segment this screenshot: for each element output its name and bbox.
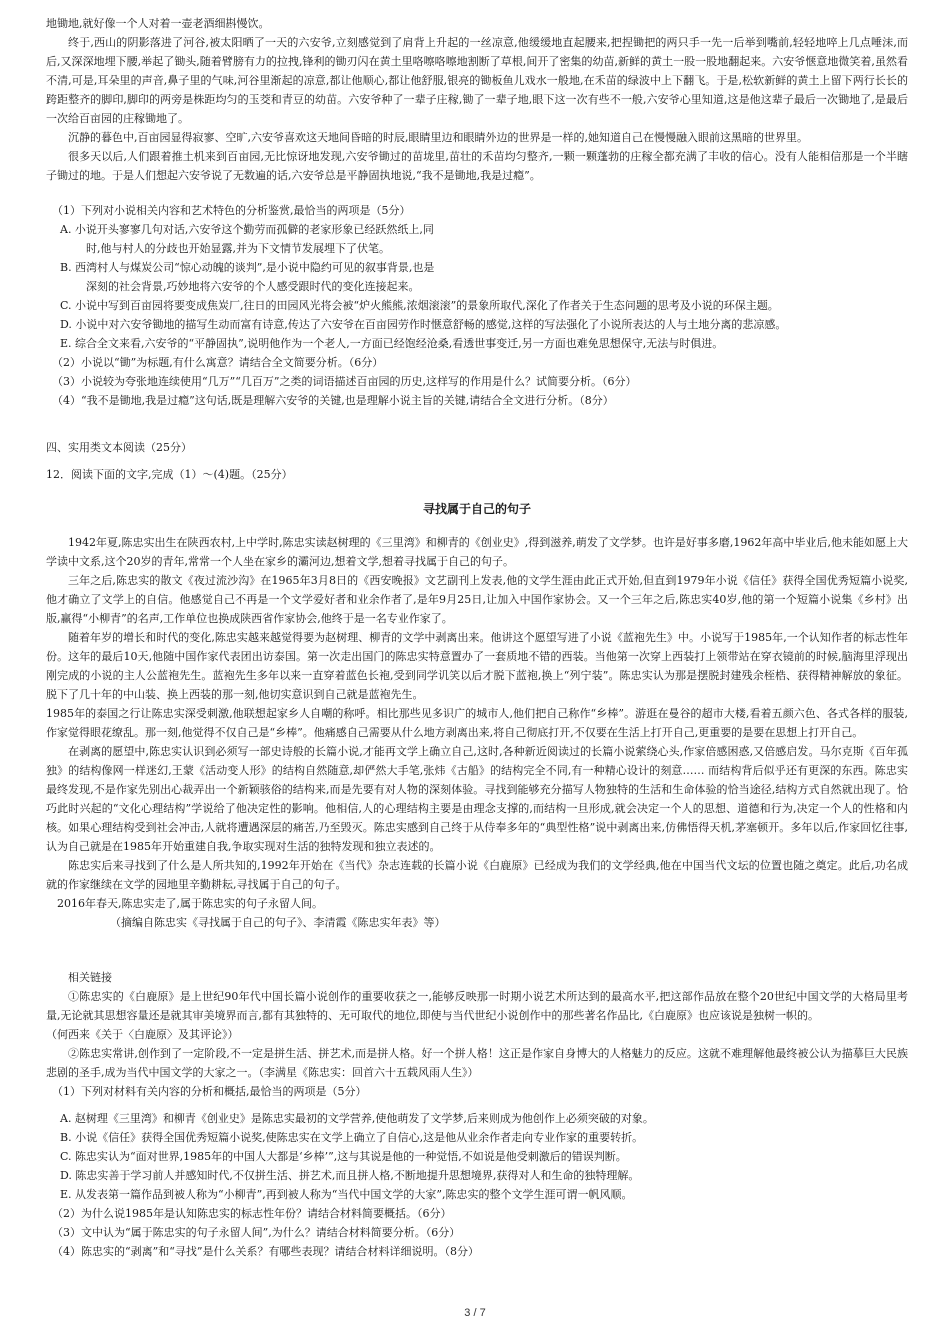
question-12-1: （1）下列对材料有关内容的分析和概括,最恰当的两项是（5分）: [52, 1085, 367, 1098]
option-e: E. 从发表第一篇作品到被人称为“小柳青”,再到被人称为“当代中国文学的大家”,陈忠实的整个文学生涯可谓一帆风顺。: [60, 1188, 633, 1201]
option-a: A. 小说开头寥寥几句对话,六安爷这个勤劳而孤僻的老家形象已经跃然纸上,同: [60, 223, 434, 236]
related-link-1: ①陈忠实的《白鹿原》是上世纪90年代中国长篇小说创作的重要收获之一,能够反映那一时期小说艺术所达到的最高水平,把这部作品放在整个20世纪中国文学的大格局里考量,无论就其思想容量还是就其审美境界而言,都有其独特的、无可取代的地位,即使与当代世纪小说创作中的那些著名作品比,《白鹿原》也应该说是独树一帜的。: [46, 990, 908, 1022]
related-links-heading: 相关链接: [68, 971, 112, 984]
option-c: C. 小说中写到百亩园将要变成焦炭厂,往日的田园风光将会被“炉火熊熊,浓烟滚滚”的景象所取代,深化了作者关于生态问题的思考及小说的环保主题。: [60, 299, 779, 312]
question-12-4: （4）陈忠实的“剥离”和“寻找”是什么关系？有哪些表现？请结合材料详细说明。（8分）: [52, 1245, 479, 1258]
story-paragraph: 地锄地,就好像一个人对着一壶老酒细斟慢饮。: [46, 17, 270, 30]
question-11-2: （2）小说以“锄”为标题,有什么寓意？请结合全文简要分析。（6分）: [52, 356, 384, 369]
article-paragraph: 三年之后,陈忠实的散文《夜过流沙沟》在1965年3月8日的《西安晚报》文艺副刊上发表,他的文学生涯由此正式开始,但直到1979年小说《信任》获得全国优秀短篇小说奖,他才确立了文学上的自信。他感觉自己不再是一个文学爱好者和业余作者了,是年9月25日,让加入中国作家协会。又一个三年之后,陈忠实40岁,他的第一个短篇小说集《乡村》出版,赢得“小柳青”的名声,工作单位也换成陕西省作家协会,他终于是一名专业作家了。: [46, 574, 908, 625]
article-paragraph: 陈忠实后来寻找到了什么是人所共知的,1992年开始在《当代》杂志连载的长篇小说《白鹿原》已经成为我们的文学经典,他在中国当代文坛的位置也随之奠定。此后,功名成就的作家继续在文学的园地里辛勤耕耘,寻找属于自己的句子。: [46, 859, 908, 891]
section-heading: 四、实用类文本阅读（25分）: [46, 441, 192, 454]
option-e: E. 综合全文来看,六安爷的“平静固执”,说明他作为一个老人,一方面已经饱经沧桑,看透世事变迁,另一方面也难免思想保守,无法与时俱进。: [60, 337, 724, 350]
option-b: B. 西湾村人与煤炭公司“惊心动魄的谈判”,是小说中隐约可见的叙事背景,也是: [60, 261, 435, 274]
option-d: D. 小说中对六安爷锄地的描写生动而富有诗意,传达了六安爷在百亩园劳作时惬意舒畅的感觉,这样的写法强化了小说所表达的人与土地分离的悲凉感。: [60, 318, 787, 331]
question-12-3: （3）文中认为“属于陈忠实的句子永留人间”,为什么？请结合材料简要分析。（6分）: [52, 1226, 461, 1239]
article-paragraph: 1942年夏,陈忠实出生在陕西农村,上中学时,陈忠实读赵树理的《三里湾》和柳青的《创业史》,得到滋养,萌发了文学梦。也许是好事多磨,1962年高中毕业后,他未能如愿上大学读中文系,这个20岁的青年,常常一个人坐在家乡的灞河边,想着文学,想着寻找属于自己的句子。: [46, 536, 908, 568]
article-paragraph: 随着年岁的增长和时代的变化,陈忠实越来越觉得要为赵树理、柳青的文学中剥离出来。他讲这个愿望写进了小说《蓝袍先生》中。小说写于1985年,一个认知作者的标志性年份。这年的最后10天,他随中国作家代表团出访泰国。第一次走出国门的陈忠实特意置办了一套质地不错的西装。当他第一次穿上西装打上领带站在穿衣镜前的时候,脑海里浮现出刚完成的小说的主人公蓝袍先生。蓝袍先生多年以来一直穿着蓝色长袍,受到同学讥笑以后才脱下蓝袍,换上“列宁装”。陈忠实认为那是摆脱封建残余桎梏、获得精神解放的象征。脱下了几十年的中山装、换上西装的那一刻,他切实意识到自己就是蓝袍先生。: [46, 631, 909, 701]
question-12-2: （2）为什么说1985年是认知陈忠实的标志性年份？请结合材料简要概括。（6分）: [52, 1207, 452, 1220]
option-d: D. 陈忠实善于学习前人并感知时代,不仅拼生活、拼艺术,而且拼人格,不断地提升思想境界,获得对人和生命的独特理解。: [60, 1169, 640, 1182]
question-11-4: （4）“我不是锄地,我是过瘾”这句话,既是理解六安爷的关键,也是理解小说主旨的关键,请结合全文进行分析。（8分）: [52, 394, 614, 407]
question-12-instruction: 12．阅读下面的文字,完成（1）～(4)题。（25分）: [46, 468, 293, 481]
article-title: 寻找属于自己的句子: [422, 502, 531, 516]
page-number: 3 / 7: [464, 1307, 486, 1319]
story-paragraph: 沉静的暮色中,百亩园显得寂寥、空旷,六安爷喜欢这天地间昏暗的时辰,眼睛里边和眼睛外边的世界是一样的,她知道自己在慢慢融入眼前这黑暗的世界里。: [68, 131, 808, 144]
question-11-1: （1）下列对小说相关内容和艺术特色的分析鉴赏,最恰当的两项是（5分）: [52, 204, 411, 217]
story-paragraph: 终于,西山的阴影落进了河谷,被太阳晒了一天的六安爷,立刻感觉到了肩背上升起的一丝凉意,他缓缓地直起腰来,把捏锄把的两只手一先一后举到嘴前,轻轻地啐上几点唾沫,而后,又深深地埋下腰,举起了锄头,随着臂膀有力的拉拽,锋利的锄刃闪在黄土里咯嚓咯嚓地割断了草根,间开了密集的幼苗,新鲜的黄土一股一股地翻起来。六安爷惬意地微笑着,虽然看不清,可是,耳朵里的声音,鼻子里的气味,河谷里渐起的凉意,都让他顺心,都让他舒服,银亮的锄板鱼儿戏水一般地,在禾苗的绿波中上下翻飞。于是,松软新鲜的黄土上留下两行长长的跨距整齐的脚印,脚印的两旁是株距均匀的玉茭和青豆的幼苗。六安爷种了一辈子庄稼,锄了一辈子地,眼下这一次有些不一般,六安爷心里知道,这是他这辈子最后一次锄地了,是最后一次给百亩园的庄稼锄地了。: [46, 36, 908, 125]
article-source: （摘编自陈忠实《寻找属于自己的句子》、李清霞《陈忠实年表》等）: [110, 916, 446, 929]
option-b-cont: 深刻的社会背景,巧妙地将六安爷的个人感受跟时代的变化连接起来。: [86, 280, 420, 293]
article-paragraph: 在剥离的愿望中,陈忠实认识到必须写一部史诗般的长篇小说,才能再文学上确立自己,这时,各种新近阅读过的长篇小说萦绕心头,作家倍感困惑,又倍感启发。马尔克斯《百年孤独》的结构像网一样迷幻,王蒙《活动变人形》的结构自然随意,却俨然大手笔,张炜《古船》的结构完全不同,有一种精心设计的刻意…… 而结构背后似乎还有更深的东西。陈忠实最终发现,不是作家先别出心裁弄出一个新颖骇俗的结构来,而是先要有对人物的深刻体验。寻找到能够充分描写人物独特的生活和生命体验的恰当途径,结构方式自然就出现了。恰巧此时兴起的“文化心理结构”学说给了他决定性的影响。他相信,人的心理结构主要是由理念支撑的,而结构一旦形成,就会决定一个人的思想、道德和行为,决定一个人的性格和内核。如果心理结构受到社会冲击,人就将遭遇深层的痛苦,乃至毁灭。陈忠实感到自己终于从侍奉多年的“典型性格”说中剥离出来,仿佛悟得天机,茅塞顿开。多年以后,作家回忆往事,认为自己就是在1985年开始重建自我,争取实现对生活的独特发现和独立表述的。: [46, 745, 908, 853]
option-c: C. 陈忠实认为“面对世界,1985年的中国人大都是‘乡棒’”,这与其说是他的一种觉悟,不如说是他受刺激后的错误判断。: [60, 1150, 627, 1163]
related-link-2: ②陈忠实常讲,创作到了一定阶段,不一定是拼生活、拼艺术,而是拼人格。好一个拼人格！这正是作家自身博大的人格魅力的反应。这就不难理解他最终被公认为描摹巨大民族悲剧的圣手,成为当代中国文学的大家之一。（李满星《陈忠实：回首六十五载风雨人生》）: [46, 1047, 908, 1079]
option-b: B. 小说《信任》获得全国优秀短篇小说奖,使陈忠实在文学上确立了自信心,这是他从业余作者走向专业作家的重要转折。: [60, 1131, 644, 1144]
option-a-cont: 时,他与村人的分歧也开始显露,并为下文情节发展埋下了伏笔。: [86, 242, 390, 255]
exam-page: [46, 14, 908, 1261]
question-11-3: （3）小说较为夸张地连续使用“几万”“几百万”之类的词语描述百亩园的历史,这样写的作用是什么？试简要分析。（6分）: [52, 375, 637, 388]
option-a: A. 赵树理《三里湾》和柳青《创业史》是陈忠实最初的文学营养,使他萌发了文学梦,后来则成为他创作上必须突破的对象。: [60, 1112, 654, 1125]
article-paragraph: 1985年的泰国之行让陈忠实深受刺激,他联想起家乡人自嘲的称呼。相比那些见多识广的城市人,他们把自己称作“乡棒”。游逛在曼谷的超市大楼,看着五颜六色、各式各样的服装,作家觉得眼花缭乱。那一刻,他觉得不仅自己是“乡棒”。他痛感自己需要从什么地方剥离出来,将自己彻底打开,不仅要在生活上打开自己,更重要的是要在思想上打开自己。: [46, 707, 908, 739]
related-link-1-source: （何西来《关于〈白鹿原〉及其评论》）: [46, 1028, 239, 1041]
article-paragraph: 2016年春天,陈忠实走了,属于陈忠实的句子永留人间。: [57, 897, 323, 910]
story-paragraph: 很多天以后,人们跟着推土机来到百亩园,无比惊讶地发现,六安爷锄过的苗垅里,苗壮的禾苗均匀整齐,一颗一颗蓬勃的庄稼全都充满了丰收的信心。没有人能相信那是一个半瞎子锄过的地。于是人们想起六安爷说了无数遍的话,六安爷总是平静固执地说,“我不是锄地,我是过瘾”。: [46, 150, 908, 182]
